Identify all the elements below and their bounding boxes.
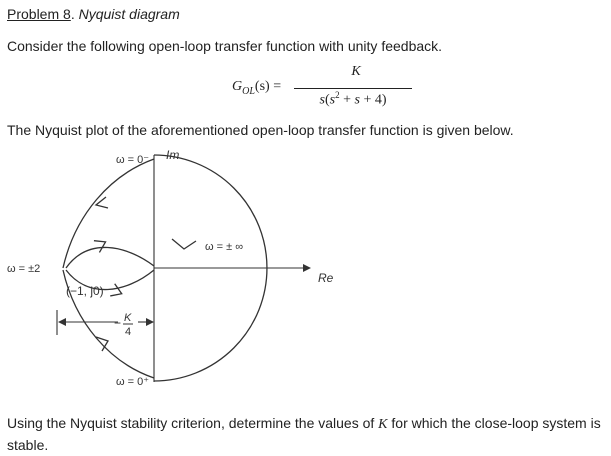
upper-loop-arrow (94, 236, 109, 252)
problem-subtitle: Nyquist diagram (78, 6, 180, 22)
omega-pm-inf-label: ω = ± ∞ (205, 241, 244, 253)
tf-symbol: G (232, 79, 243, 94)
re-axis-label: Re (318, 271, 334, 285)
omega-0-plus-label: ω = 0⁺ (116, 376, 150, 388)
transfer-function (232, 66, 412, 110)
upper-loop (66, 247, 154, 268)
den-plus: + (339, 92, 355, 108)
infinite-arc-arrow (172, 239, 196, 249)
nyquist-upper-branch (63, 159, 154, 268)
den-open-paren: ( (324, 92, 330, 108)
den-constant: + 4) (359, 92, 387, 108)
den-s-linear: s (354, 92, 360, 108)
lower-loop-arrow (110, 284, 124, 300)
question-k: K (378, 417, 388, 432)
intro-text: Consider the following open-loop transfer function with unity feedback. (7, 38, 443, 54)
fraction-bar (294, 88, 412, 89)
omega-0-minus-label: ω = 0⁻ (116, 154, 150, 166)
figure-caption: The Nyquist plot of the aforementioned open-loop transfer function is given below. (7, 122, 514, 138)
nyquist-plot (0, 145, 611, 397)
transfer-function-lhs (232, 79, 281, 97)
den-s: s (319, 92, 325, 108)
heading-separator: . (70, 6, 79, 22)
im-axis-label: Im (166, 148, 180, 162)
problem-number: Problem 8 (7, 6, 71, 22)
intercept-numerator: K (124, 312, 132, 324)
question-part-2: for which the close-loop system is stable. (7, 415, 601, 453)
intercept-sign: − (114, 316, 122, 330)
tf-argument: (s) = (254, 79, 282, 94)
tf-denominator (294, 90, 412, 109)
question-part-1: Using the Nyquist stability criterion, determine the values of (7, 415, 379, 431)
tf-subscript: OL (242, 85, 255, 97)
den-s-squared: s (329, 92, 336, 108)
tf-numerator: K (351, 64, 361, 79)
critical-point-label: (−1, j0) (66, 284, 104, 298)
problem-heading (7, 6, 180, 22)
intercept-denominator: 4 (125, 326, 132, 338)
question-text (7, 413, 605, 456)
den-exponent: 2 (335, 90, 340, 100)
omega-pm2-label: ω = ±2 (7, 263, 41, 275)
